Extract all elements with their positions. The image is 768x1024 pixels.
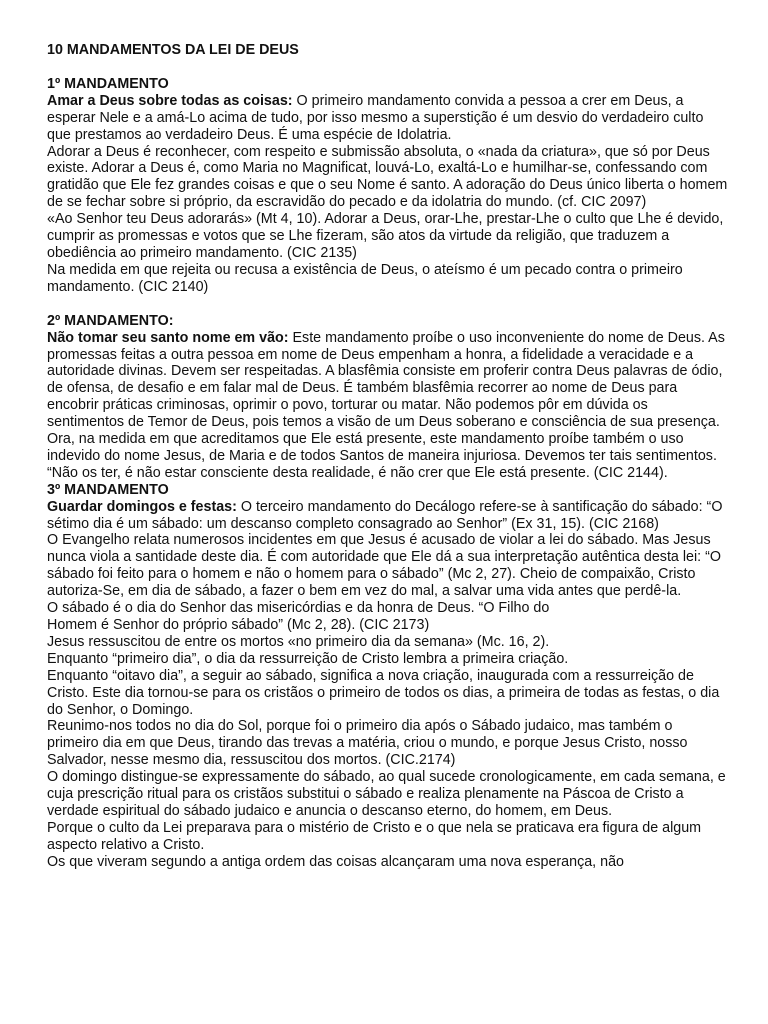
paragraph <box>47 93 728 144</box>
paragraph: O domingo distingue-se expressamente do sábado, ao qual sucede cronologicamente, em cada semana, e cuja prescrição ritual para os cristãos substitui o sábado e realiza plenamente na Páscoa de Cristo a verdade espiritual do sábado judaico e anuncia o descanso eterno, do homem, em Deus. <box>47 769 726 819</box>
section-heading: 1º MANDAMENTO <box>47 75 169 92</box>
section-mandamento-1 <box>47 76 728 296</box>
paragraph: Adorar a Deus é reconhecer, com respeito e submissão absoluta, o «nada da criatura», que só por Deus existe. Adorar a Deus é, como Maria no Magnificat, louvá-Lo, exaltá-Lo e humilhar-se, confessando com gratidão que Ele fez grandes coisas e que o seu Nome é santo. A adoração do Deus único liberta o homem de se fechar sobre si próprio, da escravidão do pecado e da idolatria do mundo. (cf. CIC 2097) <box>47 143 728 211</box>
section-lead: Guardar domingos e festas: <box>47 498 237 515</box>
section-mandamento-2 <box>47 313 728 482</box>
paragraph <box>47 499 728 533</box>
paragraph: Jesus ressuscitou de entre os mortos «no primeiro dia da semana» (Mc. 16, 2). <box>47 633 550 650</box>
paragraph-text: O primeiro mandamento convida a pessoa a crer em Deus, a esperar Nele e a amá-Lo acima de tudo, por isso mesmo a superstição é um desvio do verdadeiro culto que prestamos ao verdadeiro Deus. É uma espécie de Idolatria. <box>47 92 704 143</box>
paragraph-text: Este mandamento proíbe o uso inconveniente do nome de Deus. As promessas feitas a outra pessoa em nome de Deus empenham a honra, a fidelidade a veracidade e a autoridade divinas. Devem ser respeitadas. A blasfêmia consiste em proferir contra Deus palavras de ódio, de ofensa, de desafio e em falar mal de Deus. É também blasfêmia recorrer ao nome de Deus para encobrir práticas criminosas, oprimir o povo, torturar ou matar. Não podemos pôr em dúvida os sentimentos de Temor de Deus, pois temos a visão de um Deus soberano e consciência de sua presença. Ora, na medida em que acreditamos que Ele está presente, este mandamento proíbe também o uso indevido do nome Jesus, de Maria e de todos Santos de maneira injuriosa. Devemos ter tais sentimentos. “Não os ter, é não estar consciente desta realidade, é não crer que Ele está presente. (CIC 2144). <box>47 329 725 481</box>
paragraph: Enquanto “primeiro dia”, o dia da ressurreição de Cristo lembra a primeira criação. <box>47 650 569 667</box>
section-heading: 3º MANDAMENTO <box>47 481 169 498</box>
paragraph: Reunimo-nos todos no dia do Sol, porque foi o primeiro dia após o Sábado judaico, mas também o primeiro dia em que Deus, tirando das trevas a matéria, criou o mundo, e porque Jesus Cristo, nosso Salvador, nesse mesmo dia, ressuscitou dos mortos. (CIC.2174) <box>47 718 688 769</box>
document-title: 10 MANDAMENTOS DA LEI DE DEUS <box>47 42 299 58</box>
section-mandamento-3 <box>47 482 728 871</box>
paragraph: Na medida em que rejeita ou recusa a existência de Deus, o ateísmo é um pecado contra o primeiro mandamento. (CIC 2140) <box>47 261 683 295</box>
paragraph: Os que viveram segundo a antiga ordem das coisas alcançaram uma nova esperança, não <box>47 853 624 870</box>
section-heading: 2º MANDAMENTO: <box>47 312 174 329</box>
paragraph: Porque o culto da Lei preparava para o mistério de Cristo e o que nela se praticava era figura de algum aspecto relativo a Cristo. <box>47 819 702 853</box>
paragraph: O sábado é o dia do Senhor das misericórdias e da honra de Deus. “O Filho do <box>47 600 550 617</box>
section-lead: Amar a Deus sobre todas as coisas: <box>47 92 293 109</box>
section-lead: Não tomar seu santo nome em vão: <box>47 329 289 346</box>
paragraph: O Evangelho relata numerosos incidentes em que Jesus é acusado de violar a lei do sábado. Mas Jesus nunca viola a santidade deste dia. É com autoridade que Ele dá a sua interpretação autêntica desta lei: “O sábado foi feito para o homem e não o homem para o sábado” (Mc 2, 27). Cheio de compaixão, Cristo autoriza-Se, em dia de sábado, a fazer o bem em vez do mal, a salvar uma vida antes que perdê-la. <box>47 532 721 600</box>
paragraph <box>47 330 728 482</box>
paragraph: Enquanto “oitavo dia”, a seguir ao sábado, significa a nova criação, inaugurada com a ressurreição de Cristo. Este dia tornou-se para os cristãos o primeiro de todos os dias, a primeira de todas as festas, o dia do Senhor, o Domingo. <box>47 667 720 718</box>
paragraph: «Ao Senhor teu Deus adorarás» (Mt 4, 10). Adorar a Deus, orar-Lhe, prestar-Lhe o culto que Lhe é devido, cumprir as promessas e votos que se Lhe fizeram, são atos da virtude da religião, que traduzem a obediência ao primeiro mandamento. (CIC 2135) <box>47 211 724 261</box>
paragraph: Homem é Senhor do próprio sábado” (Mc 2, 28). (CIC 2173) <box>47 617 430 633</box>
paragraph-text: O terceiro mandamento do Decálogo refere-se à santificação do sábado: “O sétimo dia é um sábado: um descanso completo consagrado ao Senhor” (Ex 31, 15). (CIC 2168) <box>47 498 723 532</box>
